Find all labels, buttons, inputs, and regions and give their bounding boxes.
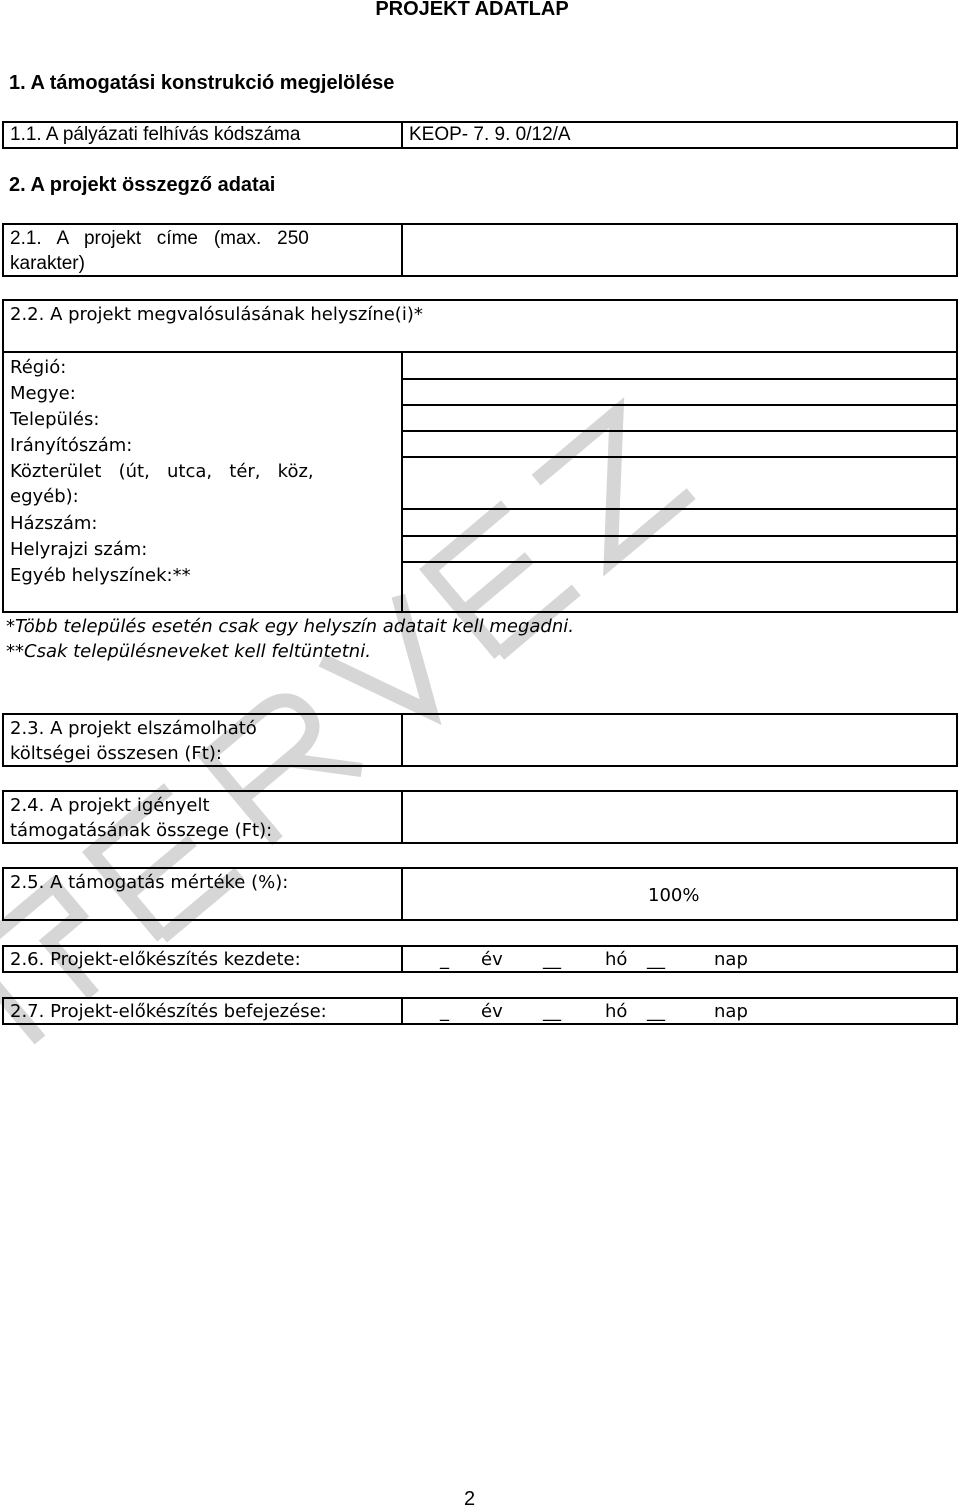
location-row-line-3 [401,430,958,432]
field-egyeb-label: Egyéb helyszínek:** [10,565,191,586]
row-2-7-ev: év [481,1001,503,1022]
note-2: **Csak településneveket kell feltüntetni. [6,641,371,662]
field-helyrajzi-label: Helyrajzi szám: [10,539,148,560]
row-2-1-divider [401,223,403,277]
section-2-heading: 2. A projekt összegző adatai [9,174,276,196]
row-2-2-header-divider [2,351,958,353]
location-row-line-5 [401,508,958,510]
field-megye-label: Megye: [10,383,76,404]
row-2-6-ho: hó [605,949,628,970]
row-2-7-label: 2.7. Projekt-előkészítés befejezése: [10,1001,327,1022]
section-1-heading: 1. A támogatási konstrukció megjelölése [9,72,395,94]
row-1-1-label: 1.1. A pályázati felhívás kódszáma [10,124,301,145]
field-hazszam-label: Házszám: [10,513,98,534]
row-2-3-divider [401,713,403,767]
row-2-5-divider [401,867,403,921]
location-column-divider [401,351,403,613]
row-1-1-value: KEOP- 7. 9. 0/12/A [409,124,571,145]
row-2-1-label-line1: 2.1. A projekt címe (max. 250 [10,228,309,249]
row-2-7-divider [401,997,403,1025]
row-1-1-divider [401,121,403,149]
row-2-2-label: 2.2. A projekt megvalósulásának helyszíne(i)* [10,304,423,325]
row-2-5-label: 2.5. A támogatás mértéke (%): [10,872,289,893]
row-2-7-year-blank: _ [440,1001,449,1022]
page-title: PROJEKT ADATLAP [375,0,569,20]
row-2-1-label-line2: karakter) [10,253,85,274]
row-2-5-value: 100% [648,885,700,906]
location-row-line-4 [401,456,958,458]
field-kozterulet-label-line2: egyéb): [10,486,79,507]
row-2-4-label-line1: 2.4. A projekt igényelt [10,795,210,816]
row-2-6-month-blank: __ [543,949,561,970]
row-2-6-year-blank: _ [440,949,449,970]
field-kozterulet-label-line1: Közterület (út, utca, tér, köz, [10,461,314,482]
row-2-4-label-line2: támogatásának összege (Ft): [10,820,273,841]
row-2-6-divider [401,945,403,973]
row-2-4-divider [401,790,403,844]
row-2-7-ho: hó [605,1001,628,1022]
field-regio-label: Régió: [10,357,67,378]
field-telepules-label: Település: [10,409,100,430]
row-2-3-label-line1: 2.3. A projekt elszámolható [10,718,257,739]
location-row-line-7 [401,561,958,563]
row-2-6-day-blank: __ [647,949,665,970]
location-row-line-1 [401,378,958,380]
note-1: *Több település esetén csak egy helyszín adatait kell megadni. [6,616,574,637]
location-row-line-6 [401,535,958,537]
row-2-7-month-blank: __ [543,1001,561,1022]
row-2-6-ev: év [481,949,503,970]
page-number: 2 [464,1488,476,1510]
field-iranyitoszam-label: Irányítószám: [10,435,133,456]
row-2-3-label-line2: költségei összesen (Ft): [10,743,222,764]
row-2-6-label: 2.6. Projekt-előkészítés kezdete: [10,949,301,970]
row-2-6-nap: nap [714,949,748,970]
row-2-7-nap: nap [714,1001,748,1022]
location-row-line-2 [401,404,958,406]
row-2-7-day-blank: __ [647,1001,665,1022]
